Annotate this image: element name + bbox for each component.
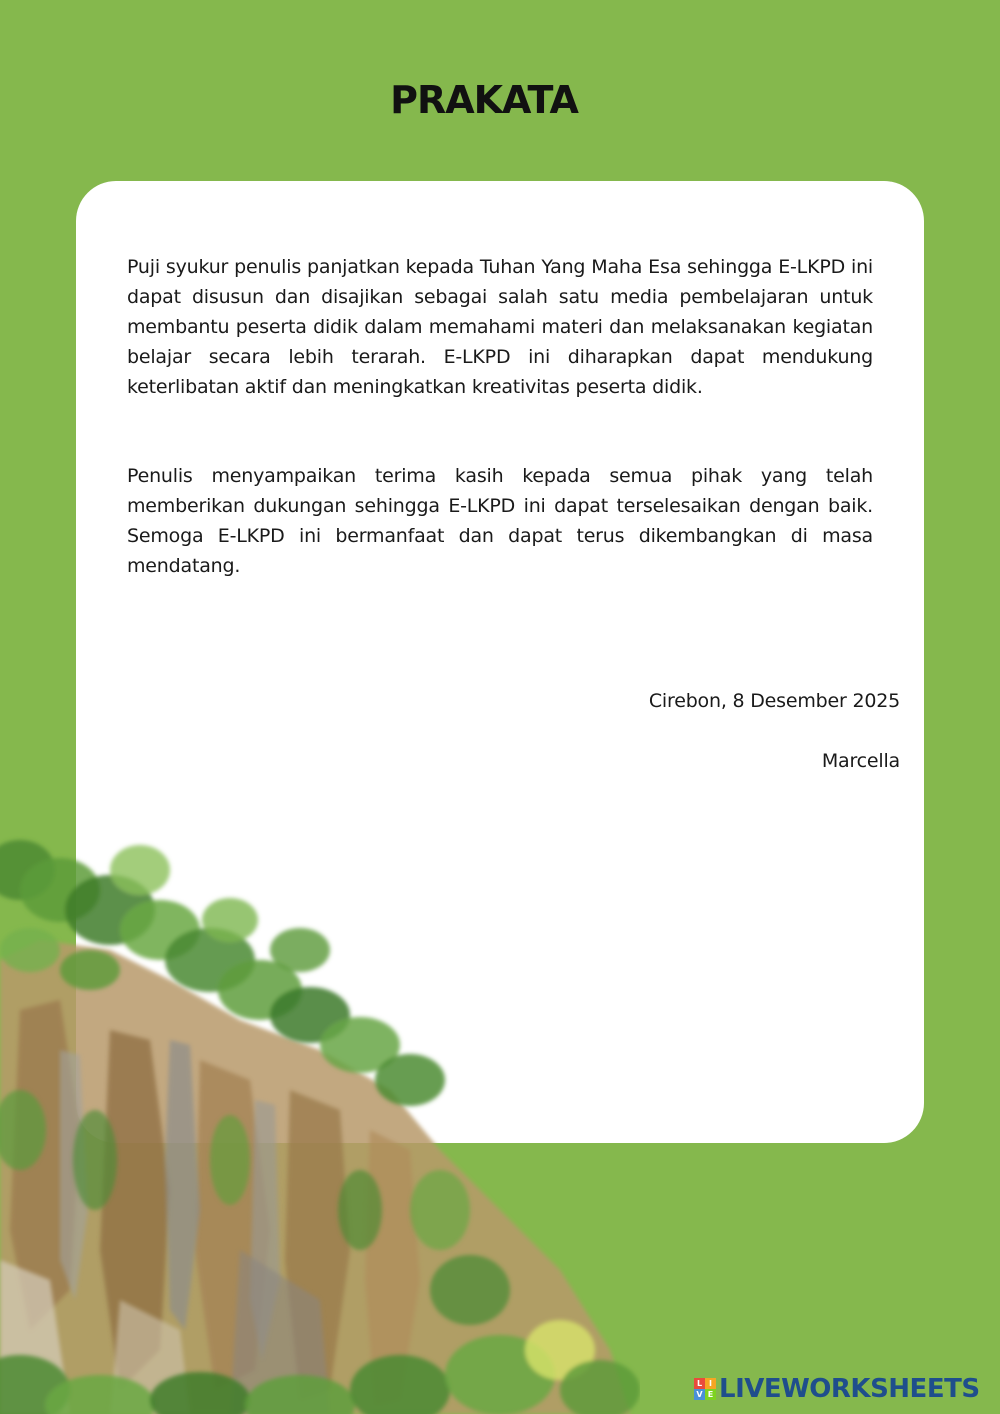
watercolor-cliff-waterfall-icon: [0, 830, 640, 1414]
paragraph-intro: Puji syukur penulis panjatkan kepada Tuhan Yang Maha Esa sehingga E-LKPD ini dapat disusun dan disajikan sebagai salah satu media pembelajaran untuk membantu peserta didik dalam memahami materi dan melaksanakan kegiatan belajar secara lebih terarah. E-LKPD ini diharapkan dapat mendukung keterlibatan aktif dan meningkatkan kreativitas peserta didik.: [127, 256, 873, 398]
logo-mark-letter: I: [705, 1378, 716, 1389]
logo-mark-letter: L: [694, 1378, 705, 1389]
logo-mark-letter: V: [694, 1389, 705, 1400]
paragraph-thanks: Penulis menyampaikan terima kasih kepada semua pihak yang telah memberikan dukungan sehingga E-LKPD ini dapat terselesaikan dengan baik. Semoga E-LKPD ini bermanfaat dan dapat terus dikembangkan di masa mendatang.: [127, 465, 873, 577]
liveworksheets-logo-text: LIVEWORKSHEETS: [719, 1374, 980, 1404]
place-date: Cirebon, 8 Desember 2025: [648, 690, 900, 712]
liveworksheets-logo[interactable]: [694, 1374, 980, 1404]
page-title: PRAKATA: [390, 78, 578, 122]
author-name: Marcella: [821, 750, 900, 772]
logo-mark-letter: E: [705, 1389, 716, 1400]
liveworksheets-mark-icon: [694, 1378, 716, 1400]
